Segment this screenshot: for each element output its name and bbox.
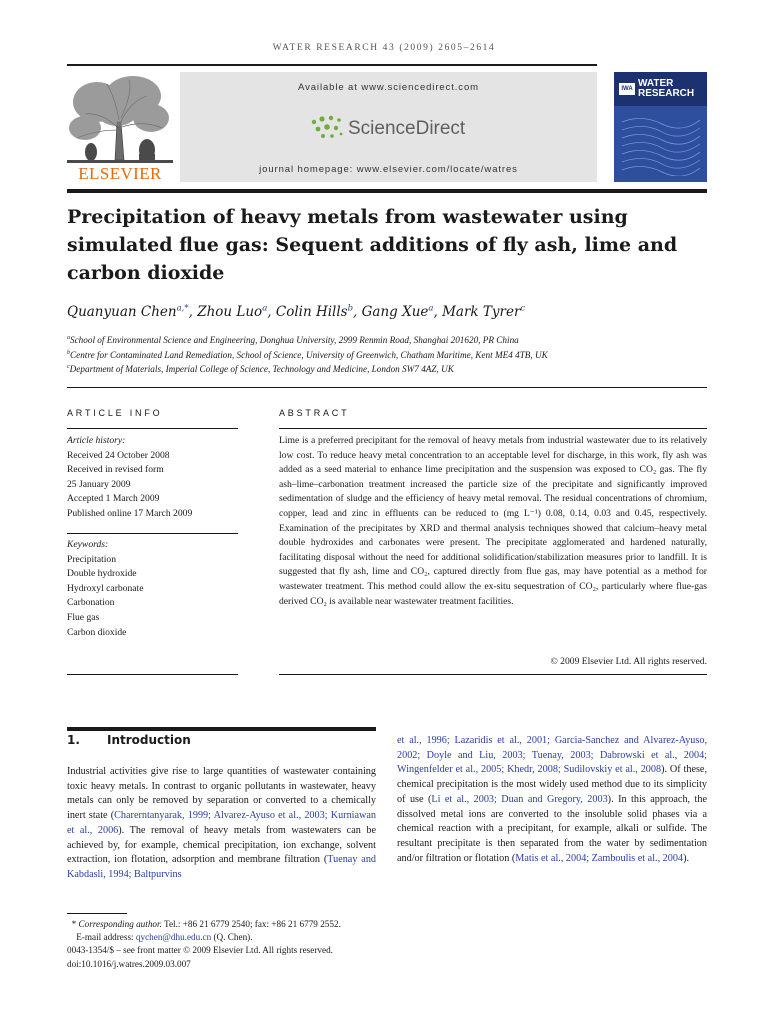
keywords [67,538,238,640]
citation-link[interactable]: Charerntanyarak, 1999; Alvarez-Ayuso et al., 2003; Kurniawan et al., 2006 [67,810,376,836]
article-title: Precipitation of heavy metals from wastewater using simulated flue gas: Sequent additions of fly ash, lime and carbon dioxide [67,206,678,284]
citation-link[interactable]: Matis et al., 2004; Zamboulis et al., 2004 [515,852,684,864]
author-sup[interactable]: c [520,303,526,314]
keyword: Double hydroxide [67,568,137,580]
header-rule-thick [67,189,707,193]
article-history-label: Article history: [67,435,126,446]
section-title: Introduction [107,733,191,747]
body-text: ). [683,852,690,864]
sciencedirect-banner [180,72,597,182]
citation-link[interactable]: et al., 1996; Lazaridis et al., 2001; Garcia-Sanchez and Alvarez-Ayuso, 2002; Doyle and Liu, 2003; Tuenay, 2003; Dabrowski et al., 2004; Wingenfelder et al., 2005; Khedr, 2008; Sudilovskiy et al., 2008 [397,735,707,776]
journal-cover [614,72,707,182]
abstract-end-rule [279,674,707,675]
cover-title: WATER RESEARCH [638,78,695,99]
author-sup[interactable]: a [262,303,268,314]
author-name: Mark Tyrer [442,304,521,320]
article-info-rule [67,428,238,429]
history-item: 25 January 2009 [67,478,131,490]
author-sup[interactable]: a [428,303,434,314]
affiliation: $^b$Centre for Contaminated Land Remediation, School of Science, University of Greenwich, Chatham Maritime, Kent ME4 4TB, UK [67,349,548,360]
author-name: Quanyuan Chen [67,304,177,320]
keyword: Carbon dioxide [67,626,127,638]
body-text: ). Of these, chemical precipitation is the most widely used method due to its simplicity of use ( [397,764,708,805]
iwa-badge: IWA [619,83,635,95]
abstract-text: Lime is a preferred precipitant for the removal of heavy metals from industrial wastewater due to its relatively low cost. To reduce heavy metal concentration to an acceptable level for discharge, in this work, fly ash was added as a seed material to enhance lime precipitation and the suspension was exposed to CO₂ gas. The fly ash–lime–carbonation treatment increased the particle size of the precipitate and significantly improved sedimentation of sludge and the efficiency of heavy metal removal. The residual concentrations of chromium, copper, lead and zinc in effluents can be reduced to (mg L⁻¹) 0.08, 0.14, 0.03 and 0.45, respectively. Examination of the precipitates by XRD and thermal analysis techniques showed that calcium–heavy metal double hydroxides and carbonates were present. The precipitate agglomerated and hardened naturally, facilitating disposal without the need for additional solidification/stabilization measures prior to landfill. It is suggested that fly ash, lime and CO₂, captured directly from flue gas, may have potential as a method for wastewater treatment. This method could allow the ex-situ sequestration of CO₂, particularly where flue-gas derived CO₂ is available near wastewater treatment facilities. [279,435,707,607]
section-rule [67,387,707,388]
email-note: E-mail address: qychen@dhu.edu.cn (Q. Chen). [76,932,253,943]
citation-link[interactable]: Tuenay and Kabdasli, 1994; Baltpurvins [67,854,377,880]
article-history [67,434,238,522]
history-item: Received 24 October 2008 [67,449,170,461]
history-item: Accepted 1 March 2009 [67,493,160,505]
citation-link[interactable]: Li et al., 2003; Duan and Gregory, 2003 [431,793,608,805]
intro-left-column [67,765,376,883]
affiliations [67,333,707,377]
body-text: Industrial activities give rise to large quantities of wastewater containing toxic heavy metals. In contrast to organic pollutants in wastewater, heavy metals can only be removed by separation or converted to a chemically inert state ( [67,766,376,822]
email-link[interactable]: qychen@dhu.edu.cn [135,932,212,943]
affiliation: $^a$School of Environmental Science and Engineering, Donghua University, 2999 Renmin Road, Shanghai 201620, PR China [67,334,519,345]
keywords-label: Keywords: [67,539,109,550]
corresponding-author-note: * Corresponding author. Tel.: +86 21 6779 2540; fax: +86 21 6779 2552. [71,919,341,929]
history-item: Published online 17 March 2009 [67,507,193,519]
section-number: 1. [67,733,80,747]
doi-line[interactable]: doi:10.1016/j.watres.2009.03.007 [67,958,191,969]
publisher-logo-text: ELSEVIER [78,164,162,183]
body-text: ). The removal of heavy metals from wastewaters can be achieved by, for example, chemical precipitation, ion exchange, solvent extraction, ion flotation, adsorption and membrane filtration ( [67,824,376,866]
section-heading [67,733,191,747]
footnotes [67,918,467,971]
history-item: Received in revised form [67,464,164,476]
author-name: Colin Hills [275,304,348,320]
keyword: Precipitation [67,553,117,565]
keyword: Carbonation [67,597,115,609]
author-name: Gang Xue [361,304,429,320]
journal-homepage-text: journal homepage: www.elsevier.com/locate/watres [259,164,518,175]
header-rule [67,64,597,66]
footnote-rule [67,913,127,914]
sciencedirect-logo-text: ScienceDirect [348,118,466,139]
author-sup[interactable]: b [347,303,354,314]
affiliation: $^c$Department of Materials, Imperial College of Science, Technology and Medicine, London SW7 4AZ, UK [67,363,454,374]
cover-pattern-icon [622,112,700,176]
keyword: Flue gas [67,611,100,623]
author-list: Quanyuan Chen$^{a,*}$, Zhou Luo$^a$, Colin Hills$^b$, Gang Xue$^a$, Mark Tyrer$^c$ [67,303,526,320]
available-at-text: Available at www.sciencedirect.com [298,82,479,93]
author-name: Zhou Luo [197,304,263,320]
article-info-end-rule [67,674,238,675]
keywords-rule [67,533,238,534]
author-sup[interactable]: a,* [176,303,189,314]
intro-right-column [397,734,707,866]
abstract-label: ABSTRACT [279,408,350,418]
article-info-label: ARTICLE INFO [67,408,163,418]
abstract-rule [279,428,707,429]
keyword: Hydroxyl carbonate [67,582,144,594]
introduction-rule [67,727,376,731]
issn-line: 0043-1354/$ – see front matter © 2009 Elsevier Ltd. All rights reserved. [67,945,333,956]
abstract-copyright: © 2009 Elsevier Ltd. All rights reserved. [550,656,707,667]
running-head: WATER RESEARCH 43 (2009) 2605–2614 [272,43,496,53]
body-text: ). In this approach, the dissolved metal ions are converted to the insoluble solid phases via a chemical reaction with a precipitant, for example, alkali or sulfide. The resultant precipitate is then separated from the water by sedimentation and/or filtration or flotation ( [397,793,707,864]
